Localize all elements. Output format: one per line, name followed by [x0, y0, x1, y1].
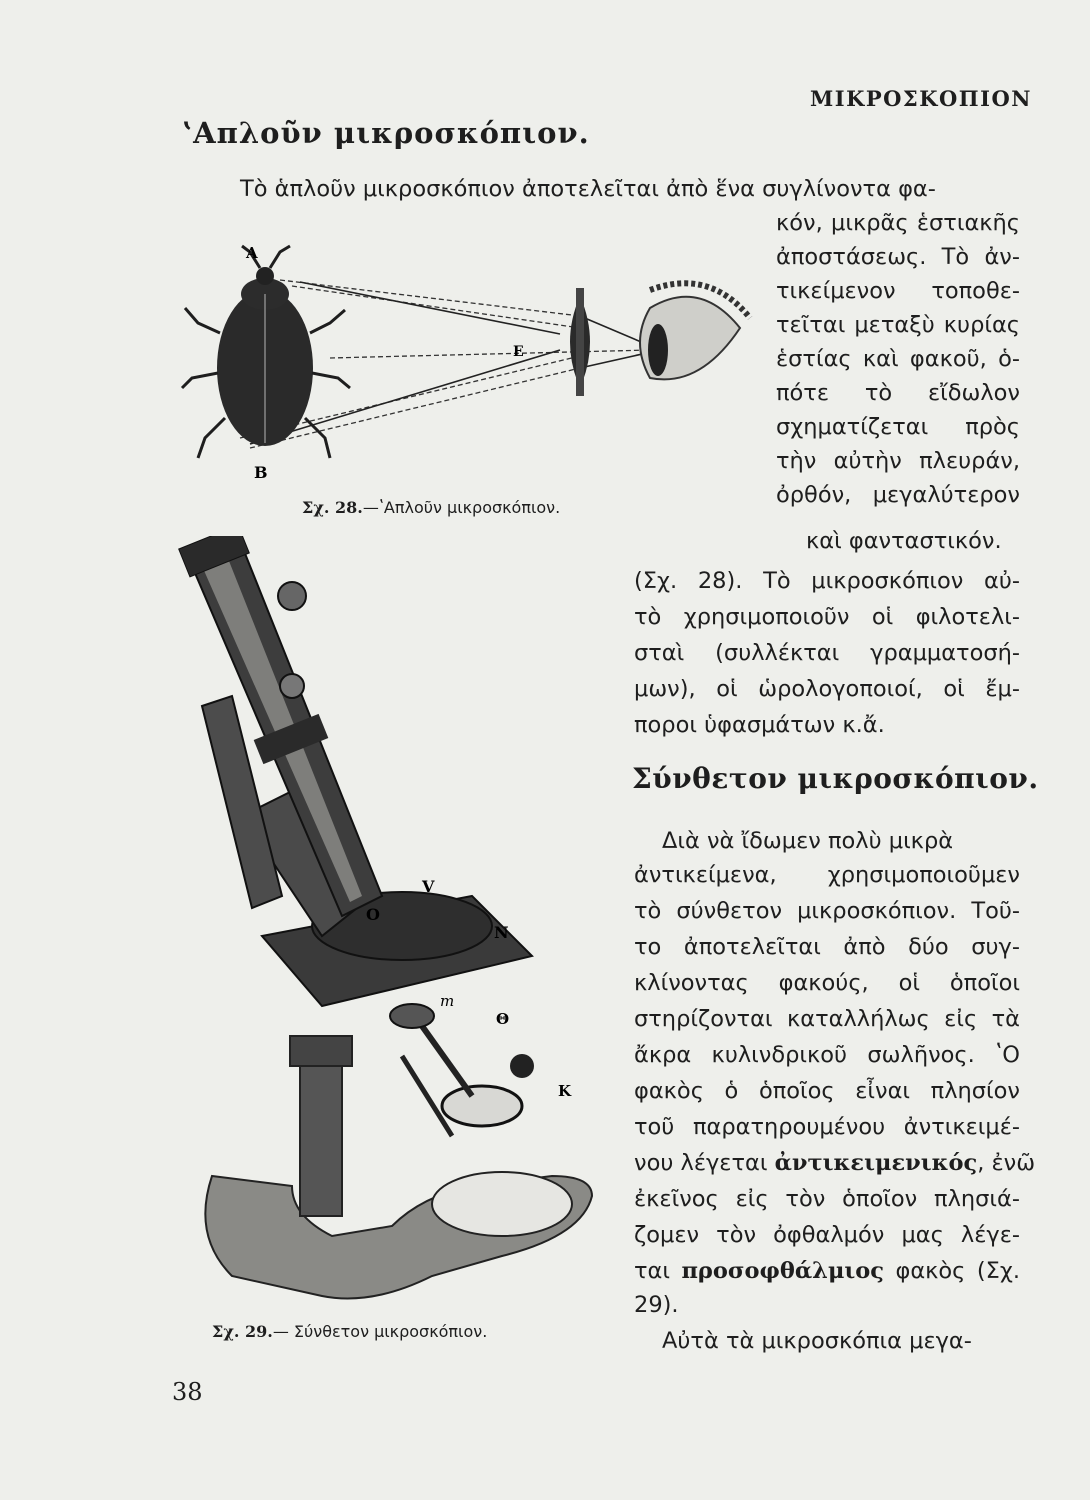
text-line: ἀποστάσεως. Τὸ ἀν- — [776, 244, 1020, 270]
eye — [640, 283, 750, 379]
figure-29-compound-microscope-illustration — [172, 536, 612, 1326]
figure-label-v: V — [422, 877, 435, 896]
text-line: πότε τὸ εἴδωλον — [776, 380, 1020, 406]
text-line: Διὰ νὰ ἴδωμεν πολὺ μικρὰ — [662, 828, 954, 854]
page-number: 38 — [172, 1378, 203, 1406]
text-segment: νου λέγεται — [634, 1150, 775, 1176]
text-line: τὸ σύνθετον μικροσκόπιον. Τοῦ- — [634, 898, 1020, 924]
figure-label-a: Α — [246, 244, 258, 262]
text-line: μων), οἱ ὡρολογοποιοί, οἱ ἔμ- — [634, 676, 1020, 702]
text-line: 29). — [634, 1292, 679, 1318]
figure-29-caption — [212, 1322, 487, 1341]
text-line: ἄκρα κυλινδρικοῦ σωλῆνος. ʽΟ — [634, 1042, 1020, 1068]
text-line: το ἀποτελεῖται ἀπὸ δύο συγ- — [634, 934, 1020, 960]
figure-28-caption-text: —ʽΑπλοῦν μικροσκόπιον. — [362, 498, 561, 517]
text-line: ποροι ὑφασμάτων κ.ἄ. — [634, 712, 885, 738]
text-line: στηρίζονται καταλλήλως εἰς τὰ — [634, 1006, 1020, 1032]
text-line: ἀντικείμενα, χρησιμοποιοῦμεν — [634, 862, 1020, 888]
text-line: τικείμενον τοποθε- — [776, 278, 1020, 304]
text-line: σχηματίζεται πρὸς — [776, 414, 1020, 440]
figure-label-m: m — [440, 992, 455, 1010]
text-line: ἑστίας καὶ φακοῦ, ὁ- — [776, 346, 1020, 372]
figure-label-theta: Θ — [496, 1010, 510, 1028]
text-line: ἐκεῖνος εἰς τὸν ὁποῖον πλησιά- — [634, 1186, 1020, 1212]
text-line: Αὐτὰ τὰ μικροσκόπια μεγα- — [662, 1328, 972, 1354]
figure-label-n: Ν — [494, 923, 509, 942]
section-title-compound-microscope: Σύνθετον μικροσκόπιον. — [632, 762, 1039, 795]
figure-label-o: Ο — [366, 905, 380, 924]
microscope-base — [205, 1172, 592, 1299]
convex-lens — [570, 288, 590, 396]
running-head: ΜΙΚΡΟΣΚΟΠΙΟΝ — [810, 86, 1032, 111]
text-line: τὴν αὐτὴν πλευράν, — [776, 448, 1020, 474]
figure-label-e: Ε — [513, 344, 524, 360]
text-line: (Σχ. 28). Τὸ μικροσκόπιον αὐ- — [634, 568, 1020, 594]
beetle-object — [182, 246, 350, 458]
text-line: καὶ φανταστικόν. — [806, 528, 1002, 554]
text-line: κόν, μικρᾶς ἑστιακῆς — [776, 210, 1020, 236]
focus-knob — [278, 582, 306, 698]
text-line: Τὸ ἁπλοῦν μικροσκόπιον ἀποτελεῖται ἀπὸ ἕνα συγλίνοντα φα- — [240, 176, 936, 202]
text-line — [634, 1150, 1036, 1176]
figure-label-k: Κ — [558, 1082, 572, 1100]
figure-29-caption-text: — Σύνθετον μικροσκόπιον. — [272, 1322, 488, 1341]
term-objective-lens: ἀντικειμενικός — [774, 1150, 978, 1176]
mirror — [402, 1026, 534, 1136]
text-line: σταὶ (συλλέκται γραμματοσή- — [634, 640, 1020, 666]
figure-28-caption — [302, 498, 560, 517]
term-eyepiece-lens: προσοφθάλμιος — [681, 1258, 885, 1284]
text-line — [634, 1258, 1020, 1284]
text-segment: , ἐνῶ — [977, 1150, 1036, 1176]
text-line: ὀρθόν, μεγαλύτερον — [776, 482, 1020, 508]
text-line: κλίνοντας φακούς, οἱ ὁποῖοι — [634, 970, 1020, 996]
text-line: τὸ χρησιμοποιοῦν οἱ φιλοτελι- — [634, 604, 1020, 630]
figure-29-caption-number: Σχ. 29. — [212, 1322, 273, 1341]
text-line: ζομεν τὸν ὀφθαλμόν μας λέγε- — [634, 1222, 1020, 1248]
text-segment: ται — [634, 1258, 682, 1284]
figure-28-caption-number: Σχ. 28. — [302, 498, 363, 517]
pillar — [300, 1056, 342, 1216]
text-line: τοῦ παρατηρουμένου ἀντικειμέ- — [634, 1114, 1020, 1140]
text-line: τεῖται μεταξὺ κυρίας — [776, 312, 1020, 338]
figure-label-b: Β — [254, 463, 268, 482]
section-title-simple-microscope: ʽΑπλοῦν μικροσκόπιον. — [182, 116, 590, 150]
figure-28-simple-microscope-illustration — [180, 238, 760, 490]
text-segment: φακὸς (Σχ. — [884, 1258, 1020, 1284]
text-line: φακὸς ὁ ὁποῖος εἶναι πλησίον — [634, 1078, 1020, 1104]
